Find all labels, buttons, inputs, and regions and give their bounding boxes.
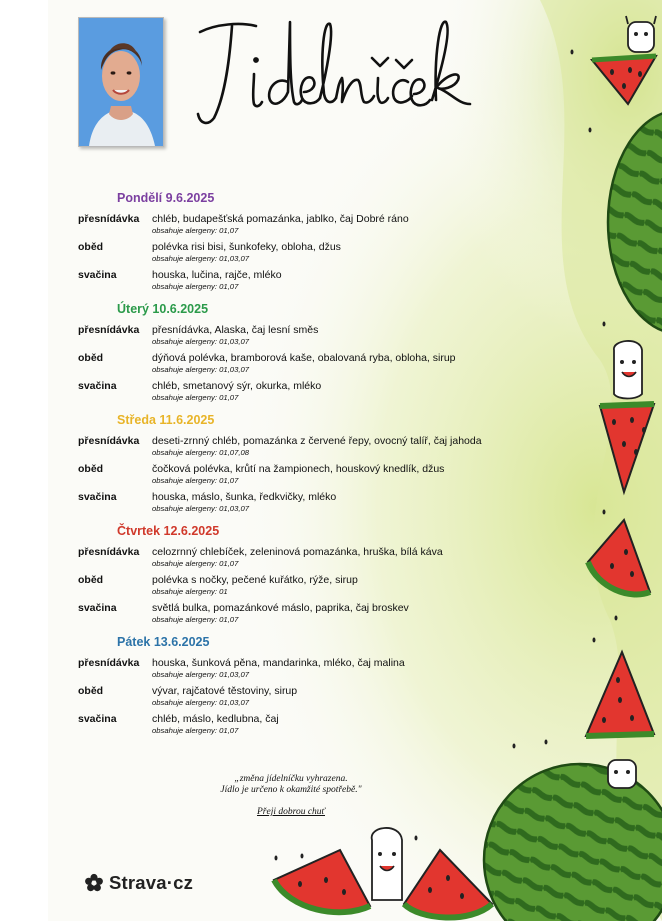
meal-allergens: obsahuje alergeny: 01,07 bbox=[152, 559, 239, 568]
meal-name: přesnídávka bbox=[78, 546, 140, 558]
meal-description: polévka risi bisi, šunkofeky, obloha, džus bbox=[152, 241, 341, 253]
meal-allergens: obsahuje alergeny: 01,03,07 bbox=[152, 254, 250, 263]
meal-name: oběd bbox=[78, 685, 104, 697]
day-section-friday bbox=[78, 634, 518, 741]
meal-allergens: obsahuje alergeny: 01,07 bbox=[152, 476, 239, 485]
meal-description: světlá bulka, pomazánkové máslo, paprika, čaj broskev bbox=[152, 602, 409, 614]
day-section-thursday bbox=[78, 523, 518, 630]
meal-allergens: obsahuje alergeny: 01,03,07 bbox=[152, 504, 250, 513]
day-section-wednesday bbox=[78, 412, 518, 519]
meal-allergens: obsahuje alergeny: 01 bbox=[152, 587, 228, 596]
meal-allergens: obsahuje alergeny: 01,07 bbox=[152, 393, 239, 402]
strava-logo-icon bbox=[84, 873, 104, 893]
meal-allergens: obsahuje alergeny: 01,07 bbox=[152, 726, 239, 735]
disclaimer-note bbox=[196, 774, 386, 796]
meal-row bbox=[78, 657, 518, 685]
teacher-photo bbox=[78, 17, 164, 147]
meal-row bbox=[78, 491, 518, 519]
strava-brand bbox=[84, 872, 193, 894]
meal-name: svačina bbox=[78, 269, 117, 281]
meal-description: chléb, máslo, kedlubna, čaj bbox=[152, 713, 279, 725]
meal-description: chléb, budapešťská pomazánka, jablko, čaj Dobré ráno bbox=[152, 213, 409, 225]
meal-name: svačina bbox=[78, 602, 117, 614]
disclaimer-line-1: „změna jídelníčku vyhrazena. bbox=[234, 774, 348, 784]
meal-row bbox=[78, 241, 518, 269]
meal-allergens: obsahuje alergeny: 01,03,07 bbox=[152, 698, 250, 707]
day-section-monday bbox=[78, 190, 518, 297]
meal-name: přesnídávka bbox=[78, 657, 140, 669]
brand-name: Strava·cz bbox=[109, 872, 194, 893]
meal-row bbox=[78, 269, 518, 297]
meal-name: svačina bbox=[78, 380, 117, 392]
meal-name: přesnídávka bbox=[78, 324, 140, 336]
meal-name: oběd bbox=[78, 352, 104, 364]
day-heading: Úterý 10.6.2025 bbox=[117, 302, 209, 316]
meal-description: čočková polévka, krůtí na žampionech, houskový knedlík, džus bbox=[152, 463, 445, 475]
left-margin bbox=[0, 0, 48, 921]
meal-row bbox=[78, 685, 518, 713]
day-section-tuesday bbox=[78, 301, 518, 408]
meal-row bbox=[78, 574, 518, 602]
meal-allergens: obsahuje alergeny: 01,03,07 bbox=[152, 670, 250, 679]
meal-row bbox=[78, 380, 518, 408]
day-heading: Pondělí 9.6.2025 bbox=[117, 191, 215, 205]
meal-description: vývar, rajčatové těstoviny, sirup bbox=[152, 685, 298, 697]
bon-appetit-text: Přeji dobrou chuť bbox=[256, 807, 325, 817]
meal-description: houska, lučina, rajče, mléko bbox=[152, 269, 282, 281]
day-heading: Čtvrtek 12.6.2025 bbox=[117, 524, 220, 538]
day-heading: Pátek 13.6.2025 bbox=[117, 635, 210, 649]
meal-row bbox=[78, 463, 518, 491]
meal-description: chléb, smetanový sýr, okurka, mléko bbox=[152, 380, 322, 392]
meal-row bbox=[78, 213, 518, 241]
meal-description: houska, šunková pěna, mandarinka, mléko, čaj malina bbox=[152, 657, 405, 669]
handwritten-title-graphic bbox=[196, 14, 496, 134]
meal-name: oběd bbox=[78, 574, 104, 586]
meal-name: svačina bbox=[78, 491, 117, 503]
meal-allergens: obsahuje alergeny: 01,03,07 bbox=[152, 365, 250, 374]
meal-name: přesnídávka bbox=[78, 213, 140, 225]
meal-name: oběd bbox=[78, 241, 104, 253]
meal-name: přesnídávka bbox=[78, 435, 140, 447]
meal-description: deseti-zrnný chléb, pomazánka z červené řepy, ovocný talíř, čaj jahoda bbox=[152, 435, 482, 447]
meal-name: svačina bbox=[78, 713, 117, 725]
meal-allergens: obsahuje alergeny: 01,07 bbox=[152, 282, 239, 291]
meal-row bbox=[78, 713, 518, 741]
disclaimer-line-2: Jídlo je určeno k okamžité spotřebě." bbox=[220, 785, 362, 795]
meal-row bbox=[78, 546, 518, 574]
day-heading: Středa 11.6.2025 bbox=[117, 413, 215, 427]
meal-name: oběd bbox=[78, 463, 104, 475]
meal-allergens: obsahuje alergeny: 01,07,08 bbox=[152, 448, 250, 457]
meal-description: houska, máslo, šunka, ředkvičky, mléko bbox=[152, 491, 337, 503]
meal-description: celozrnný chlebíček, zeleninová pomazánka, hruška, bílá káva bbox=[152, 546, 443, 558]
meal-description: polévka s nočky, pečené kuřátko, rýže, sirup bbox=[152, 574, 358, 586]
meal-row bbox=[78, 324, 518, 352]
weekly-menu bbox=[78, 190, 518, 745]
meal-row bbox=[78, 435, 518, 463]
meal-description: dýňová polévka, bramborová kaše, obalovaná ryba, obloha, sirup bbox=[152, 352, 456, 364]
meal-allergens: obsahuje alergeny: 01,07 bbox=[152, 615, 239, 624]
meal-description: přesnídávka, Alaska, čaj lesní směs bbox=[152, 324, 319, 336]
meal-allergens: obsahuje alergeny: 01,03,07 bbox=[152, 337, 250, 346]
meal-row bbox=[78, 602, 518, 630]
meal-row bbox=[78, 352, 518, 380]
meal-allergens: obsahuje alergeny: 01,07 bbox=[152, 226, 239, 235]
